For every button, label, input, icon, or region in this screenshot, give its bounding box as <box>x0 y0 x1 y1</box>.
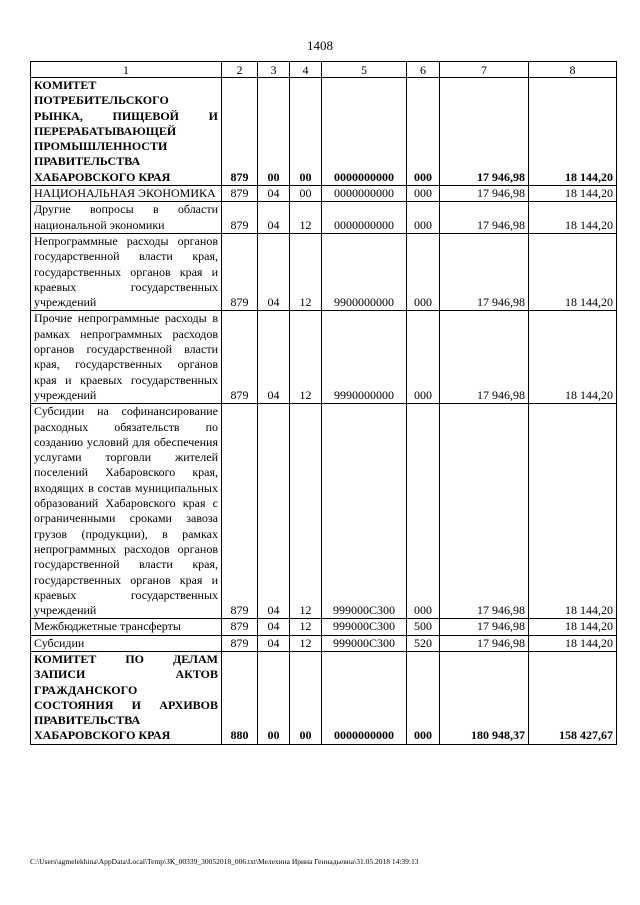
header-cell: 2 <box>222 62 258 78</box>
row-name-cell: НАЦИОНАЛЬНАЯ ЭКОНОМИКА <box>31 186 222 202</box>
footer-file-path: C:\Users\agmelekhina\AppData\Local\Temp\ЗК_00339_30052018_006.txt\Мелехина Ирина Геннадьевна\31.05.2018 14:39:13 <box>30 857 419 866</box>
row-amount-2-cell: 18 144,20 <box>529 635 617 651</box>
row-section-cell: 04 <box>258 233 290 310</box>
header-cell: 4 <box>290 62 322 78</box>
header-cell: 7 <box>440 62 529 78</box>
header-cell: 1 <box>31 62 222 78</box>
row-name-cell: Межбюджетные трансферты <box>31 619 222 635</box>
row-expense-type-cell: 500 <box>407 619 440 635</box>
row-subsection-cell: 12 <box>290 202 322 234</box>
table-row <box>31 311 617 404</box>
row-name-cell: КОМИТЕТ ПОТРЕБИТЕЛЬСКОГО РЫНКА, ПИЩЕВОЙ И ПЕРЕРАБАТЫВАЮЩЕЙ ПРОМЫШЛЕННОСТИ ПРАВИТЕЛЬСТВА ХАБАРОВСКОГО КРАЯ <box>31 78 222 186</box>
row-name-cell: КОМИТЕТ ПО ДЕЛАМ ЗАПИСИ АКТОВ ГРАЖДАНСКОГО СОСТОЯНИЯ И АРХИВОВ ПРАВИТЕЛЬСТВА ХАБАРОВСКОГО КРАЯ <box>31 651 222 744</box>
row-target-code-cell: 9990000000 <box>322 311 407 404</box>
row-amount-2-cell: 158 427,67 <box>529 651 617 744</box>
row-amount-1-cell: 17 946,98 <box>440 78 529 186</box>
row-code-cell: 879 <box>222 78 258 186</box>
row-subsection-cell: 12 <box>290 311 322 404</box>
row-name-cell: Другие вопросы в области национальной экономики <box>31 202 222 234</box>
row-amount-1-cell: 17 946,98 <box>440 202 529 234</box>
table-row <box>31 651 617 744</box>
row-expense-type-cell: 000 <box>407 186 440 202</box>
row-subsection-cell: 00 <box>290 186 322 202</box>
row-expense-type-cell: 000 <box>407 311 440 404</box>
row-code-cell: 879 <box>222 619 258 635</box>
row-amount-2-cell: 18 144,20 <box>529 186 617 202</box>
row-amount-2-cell: 18 144,20 <box>529 311 617 404</box>
page-number: 1408 <box>307 38 333 53</box>
row-amount-2-cell: 18 144,20 <box>529 619 617 635</box>
table-row <box>31 78 617 186</box>
row-expense-type-cell: 000 <box>407 651 440 744</box>
row-name-cell: Прочие непрограммные расходы в рамках непрограммных расходов органов государственной власти края, государственных органов края и краевых государственных учреждений <box>31 311 222 404</box>
row-name-cell: Непрограммные расходы органов государственной власти края, государственных органов края и краевых государственных учреждений <box>31 233 222 310</box>
header-cell: 3 <box>258 62 290 78</box>
row-section-cell: 00 <box>258 78 290 186</box>
row-section-cell: 04 <box>258 619 290 635</box>
row-target-code-cell: 0000000000 <box>322 651 407 744</box>
row-section-cell: 04 <box>258 202 290 234</box>
row-amount-1-cell: 17 946,98 <box>440 635 529 651</box>
row-target-code-cell: 999000С300 <box>322 619 407 635</box>
row-section-cell: 04 <box>258 635 290 651</box>
row-subsection-cell: 00 <box>290 78 322 186</box>
row-section-cell: 04 <box>258 186 290 202</box>
row-section-cell: 04 <box>258 404 290 619</box>
row-name-cell: Субсидии на софинансирование расходных обязательств по созданию условий для обеспечения услугами торговли жителей поселений Хабаровского края, входящих в состав муниципальных образований Хабаровского края с ограниченными сроками завоза грузов (продукции), в рамках непрограммных расходов органов государственной власти края, государственных органов края и краевых государственных учреждений <box>31 404 222 619</box>
row-code-cell: 879 <box>222 202 258 234</box>
row-subsection-cell: 12 <box>290 635 322 651</box>
header-cell: 6 <box>407 62 440 78</box>
row-amount-1-cell: 17 946,98 <box>440 404 529 619</box>
row-target-code-cell: 999000С300 <box>322 635 407 651</box>
row-expense-type-cell: 520 <box>407 635 440 651</box>
row-amount-1-cell: 17 946,98 <box>440 233 529 310</box>
row-code-cell: 879 <box>222 635 258 651</box>
table-row <box>31 233 617 310</box>
row-amount-2-cell: 18 144,20 <box>529 202 617 234</box>
table-row <box>31 202 617 234</box>
row-amount-1-cell: 17 946,98 <box>440 619 529 635</box>
row-amount-1-cell: 180 948,37 <box>440 651 529 744</box>
row-amount-2-cell: 18 144,20 <box>529 404 617 619</box>
header-row <box>31 62 617 78</box>
row-subsection-cell: 12 <box>290 619 322 635</box>
budget-table <box>30 61 617 745</box>
row-code-cell: 879 <box>222 404 258 619</box>
row-amount-2-cell: 18 144,20 <box>529 78 617 186</box>
header-cell: 5 <box>322 62 407 78</box>
table-row <box>31 635 617 651</box>
row-expense-type-cell: 000 <box>407 404 440 619</box>
row-name-cell: Субсидии <box>31 635 222 651</box>
table-row <box>31 404 617 619</box>
table-row <box>31 619 617 635</box>
row-target-code-cell: 999000С300 <box>322 404 407 619</box>
row-code-cell: 880 <box>222 651 258 744</box>
row-expense-type-cell: 000 <box>407 233 440 310</box>
row-subsection-cell: 00 <box>290 651 322 744</box>
header-cell: 8 <box>529 62 617 78</box>
row-subsection-cell: 12 <box>290 233 322 310</box>
row-expense-type-cell: 000 <box>407 202 440 234</box>
row-target-code-cell: 0000000000 <box>322 78 407 186</box>
row-section-cell: 00 <box>258 651 290 744</box>
row-section-cell: 04 <box>258 311 290 404</box>
row-code-cell: 879 <box>222 186 258 202</box>
row-amount-1-cell: 17 946,98 <box>440 311 529 404</box>
row-target-code-cell: 0000000000 <box>322 202 407 234</box>
table-row <box>31 186 617 202</box>
row-expense-type-cell: 000 <box>407 78 440 186</box>
row-amount-1-cell: 17 946,98 <box>440 186 529 202</box>
row-amount-2-cell: 18 144,20 <box>529 233 617 310</box>
row-target-code-cell: 9900000000 <box>322 233 407 310</box>
row-code-cell: 879 <box>222 311 258 404</box>
row-target-code-cell: 0000000000 <box>322 186 407 202</box>
row-subsection-cell: 12 <box>290 404 322 619</box>
row-code-cell: 879 <box>222 233 258 310</box>
